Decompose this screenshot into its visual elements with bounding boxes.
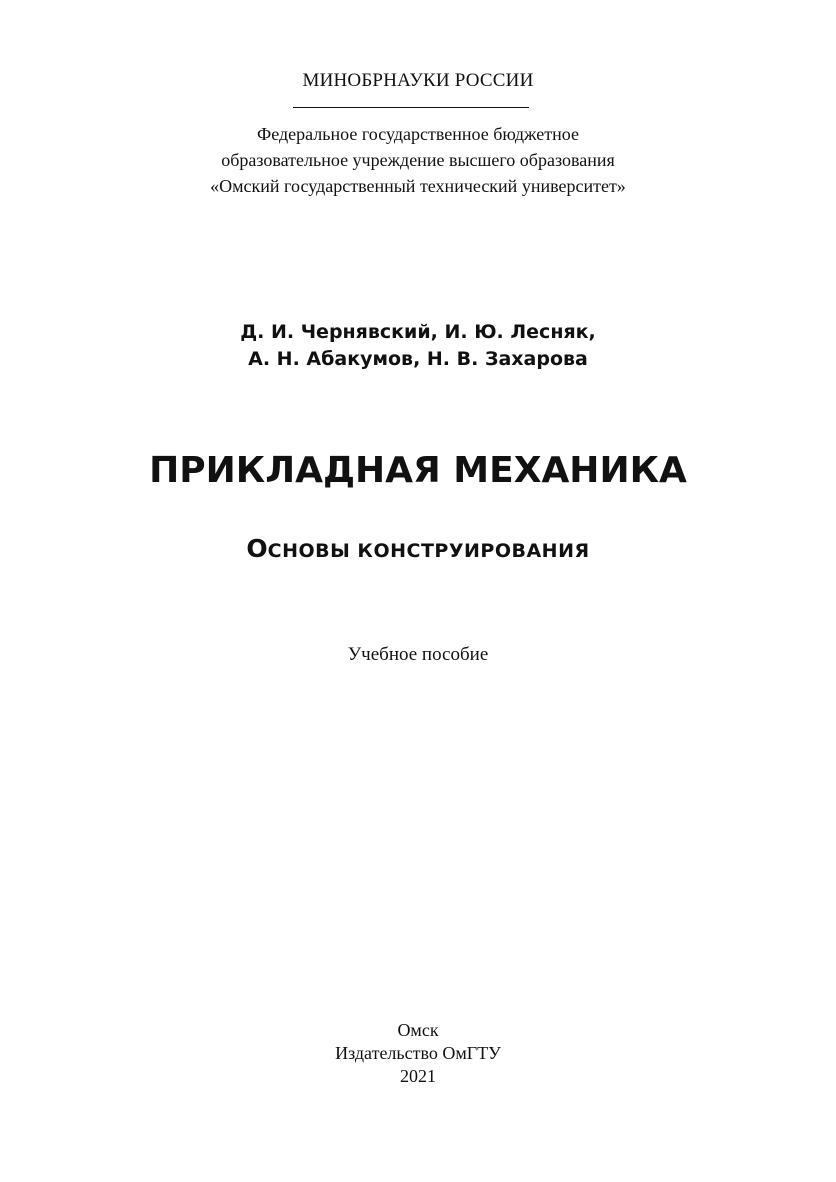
document-type: Учебное пособие [347, 644, 489, 665]
institution-line-2: образовательное учреждение высшего образования [221, 150, 615, 170]
institution-line-3: «Омский государственный технический университет» [210, 176, 626, 196]
book-subtitle [0, 534, 836, 563]
book-subtitle-rest: СНОВЫ КОНСТРУИРОВАНИЯ [267, 540, 590, 562]
authors-line-1: Д. И. Чернявский, И. Ю. Лесняк, [240, 321, 596, 343]
ministry-name: МИНОБРНАУКИ РОССИИ [302, 70, 534, 91]
institution-line-1: Федеральное государственное бюджетное [257, 124, 579, 144]
imprint-city: Омск [397, 1020, 439, 1040]
authors-line-2: А. Н. Абакумов, Н. В. Захарова [248, 348, 588, 370]
book-subtitle-initial: О [246, 534, 268, 563]
imprint-year: 2021 [400, 1066, 436, 1086]
book-title: ПРИКЛАДНАЯ МЕХАНИКА [149, 450, 687, 491]
ministry-divider [293, 107, 529, 108]
imprint-publisher: Издательство ОмГТУ [335, 1043, 501, 1063]
